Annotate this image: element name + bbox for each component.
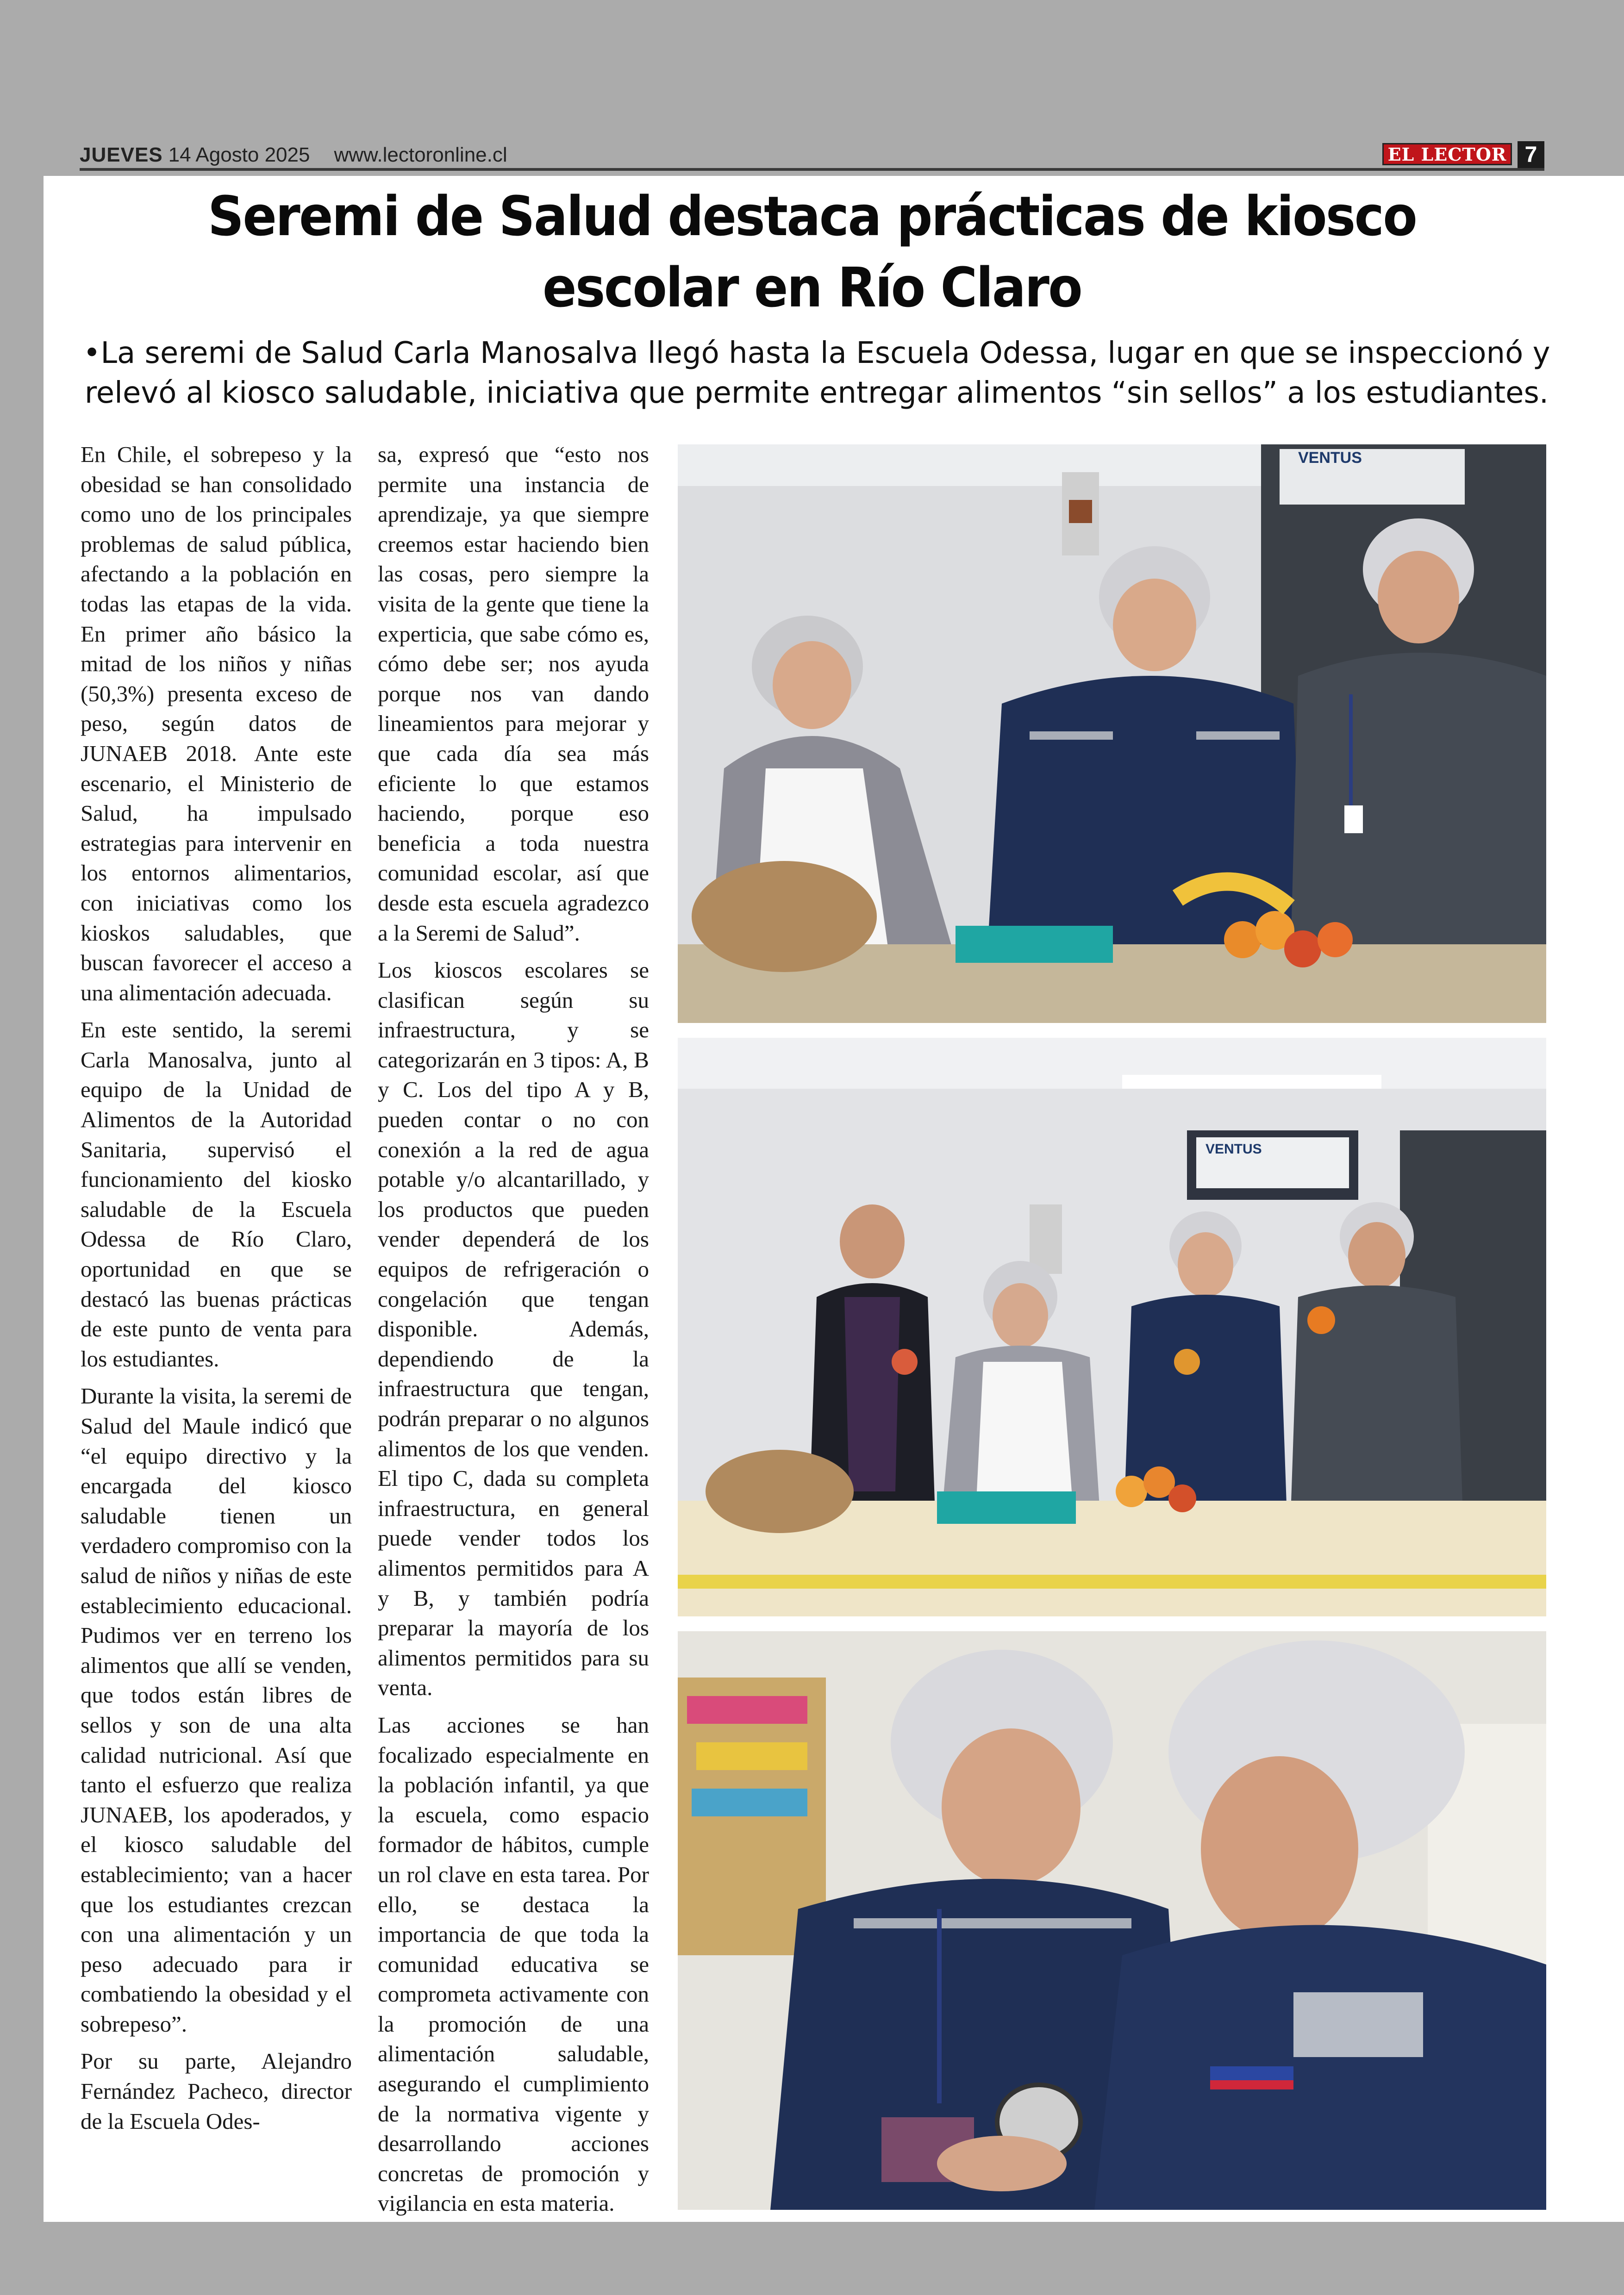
photo-group-kiosk	[678, 1038, 1546, 1616]
paragraph: En Chile, el sobrepeso y la obesidad se han consolidado como uno de los principales problemas de salud pública, afectando a la población en todas las etapas de la vida. En primer año básico la mitad de los niños y niñas (50,3%) presenta exceso de peso, según datos de JUNAEB 2018. Ante este escenario, el Ministerio de Salud, ha impulsado estrategias para intervenir en los entornos alimentarios, con iniciativas como los kioskos saludables, que buscan favorecer el acceso a una alimentación adecuada.	[81, 442, 352, 1005]
fridge-brand-label: VENTUS	[1206, 1141, 1262, 1157]
header-rule	[80, 168, 1544, 171]
photo-label-review	[678, 1631, 1546, 2210]
headline-line-1: Seremi de Salud destaca prácticas de kiosco	[207, 184, 1417, 248]
header-website[interactable]: www.lectoronline.cl	[334, 143, 507, 166]
headline-line-2: escolar en Río Claro	[543, 256, 1081, 319]
header-date: 14 Agosto 2025	[168, 143, 310, 166]
paragraph: Los kioscos escolares se clasifican según su infraestructura, y se categorizarán en 3 tipos: A, B y C. Los del tipo A y B, pueden contar o no con conexión a la red de agua potable y/o alcantarillado, y los productos que pueden vender dependerá de los equipos de refrigeración o congelación que tengan disponible. Además, dependiendo de la infraestructura que tengan, podrán preparar o no algunos alimentos de los que venden. El tipo C, dada su completa infraestructura, en general puede vender todos los alimentos permitidos para A y B, y también podría preparar la mayoría de los alimentos permitidos para su venta.	[378, 957, 649, 1701]
paragraph: Las acciones se han focalizado especialmente en la población infantil, ya que la escuela, como espacio formador de hábitos, cumple un rol clave en esta tarea. Por ello, se destaca la importancia de que toda la comunidad educativa se comprometa activamente con la promoción de una alimentación saludable, asegurando el cumplimiento de la normativa vigente y desarrollando acciones concretas de promoción y vigilancia en esta materia.	[378, 1712, 649, 2216]
article-page	[44, 176, 1624, 2222]
paragraph: Por su parte, Alejandro Fernández Pacheco, director de la Escuela Odes-	[81, 2048, 352, 2134]
page-header	[80, 141, 1544, 169]
article-headline	[105, 181, 1519, 323]
paragraph: sa, expresó que “esto nos permite una instancia de aprendizaje, ya que siempre creemos estar haciendo bien las cosas, pero siempre la visita de la gente que tiene la experticia, que sabe cómo es, cómo debe ser; nos ayuda porque nos van dando lineamientos para mejorar y que cada día sea más eficiente lo que estamos haciendo, porque eso beneficia a toda nuestra comunidad escolar, así que desde esta escuela agradezco a la Seremi de Salud”.	[378, 442, 649, 946]
page-number: 7	[1518, 141, 1544, 168]
article-subhead: •La seremi de Salud Carla Manosalva llegó hasta la Escuela Odessa, lugar en que se inspeccionó y relevó al kiosco saludable, iniciativa que permite entregar alimentos “sin sellos” a los estudiantes.	[83, 336, 1550, 410]
paragraph: Durante la visita, la seremi de Salud del Maule indicó que “el equipo directivo y la encargada del kiosco saludable tienen un verdadero compromiso con la salud de niños y niñas de este establecimiento educacional. Pudimos ver en terreno los alimentos que allí se venden, que todos están libres de sellos y son de una alta calidad nutricional. Así que tanto el esfuerzo que realiza JUNAEB, los apoderados, y el kiosco saludable del establecimiento; van a hacer que los estudiantes crezcan con una alimentación y un peso adecuado para ir combatiendo la obesidad y el sobrepeso”.	[81, 1383, 352, 2037]
photo-kiosk-inspection	[678, 444, 1546, 1023]
fridge-brand-label: VENTUS	[1298, 449, 1362, 467]
article-column-1	[81, 440, 352, 2144]
header-dateline	[80, 141, 507, 169]
article-column-2	[378, 440, 649, 2226]
newspaper-logo: EL LECTOR	[1382, 143, 1512, 165]
header-day: JUEVES	[80, 143, 163, 166]
paragraph: En este sentido, la seremi Carla Manosalva, junto al equipo de la Unidad de Alimentos de la Autoridad Sanitaria, supervisó el funcionamiento del kiosko saludable de la Escuela Odessa de Río Claro, oportunidad en que se destacó las buenas prácticas de este punto de venta para los estudiantes.	[81, 1017, 352, 1372]
